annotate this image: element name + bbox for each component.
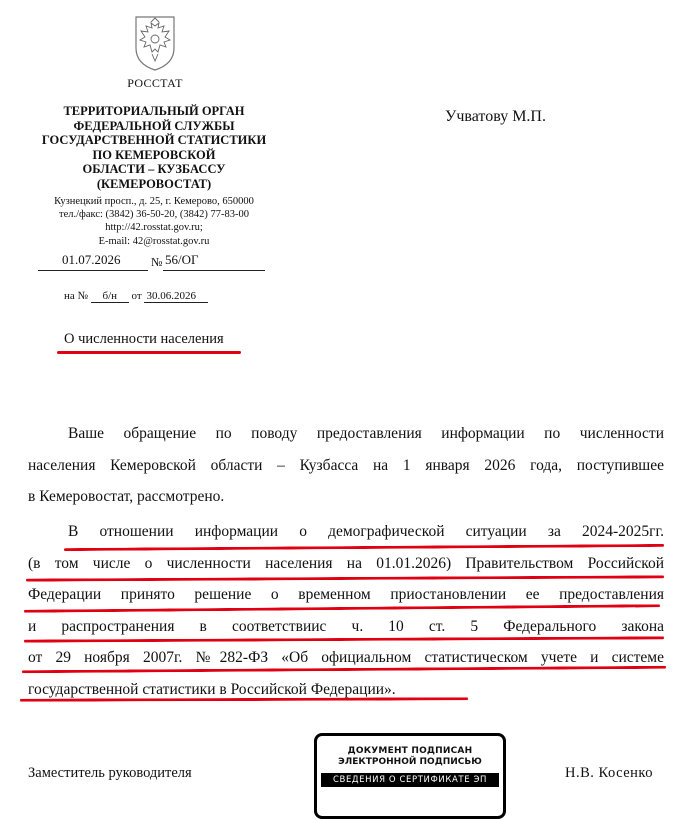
letter-subject: О численности населения <box>64 331 224 347</box>
electronic-signature-stamp <box>314 733 506 819</box>
contact-address: Кузнецкий просп., д. 25, г. Кемерово, 650000 <box>54 196 254 207</box>
organization-contacts <box>30 195 278 248</box>
org-line: ФЕДЕРАЛЬНОЙ СЛУЖБЫ <box>73 118 235 133</box>
stamp-title: ДОКУМЕНТ ПОДПИСАН <box>347 746 473 756</box>
organization-name <box>30 104 278 192</box>
registration-number-line <box>163 270 265 271</box>
body-line: В отношении информации о демографической ситуации за 2024-2025гг. <box>68 523 664 540</box>
body-line: Федерации принято решение о временном приостановлении ее предоставления <box>28 586 664 603</box>
reference-prefix: на № <box>64 290 89 302</box>
body-line: в Кемеровостат, рассмотрено. <box>28 488 225 505</box>
signer-name: Н.В. Косенко <box>565 765 653 781</box>
body-line: от 29 ноября 2007г. №282-ФЗ «Об официальном статистическом учете и системе <box>28 649 664 666</box>
body-line: государственной статистики в Российской Федерации». <box>28 680 396 698</box>
contact-phone: тел./факс: (3842) 36-50-20, (3842) 77-83-00 <box>58 209 249 221</box>
stamp-certificate-bar: СВЕДЕНИЯ О СЕРТИФИКАТЕ ЭП <box>321 773 499 787</box>
registration-number-sign: № <box>151 255 163 269</box>
subject-underline <box>57 351 241 354</box>
org-line: ТЕРРИТОРИАЛЬНЫЙ ОРГАН <box>63 104 245 118</box>
brand-label: РОССТАТ <box>127 76 183 90</box>
registration-number: 56/ОГ <box>165 252 199 267</box>
body-line: (в том числе о численности населения на 01.01.2026) Правительством Российской <box>28 554 664 572</box>
org-line: (КЕМЕРОВОСТАТ) <box>96 176 212 191</box>
stamp-subtitle: ЭЛЕКТРОННОЙ ПОДПИСЬЮ <box>338 757 482 767</box>
reference-line <box>64 290 208 303</box>
org-line: ПО КЕМЕРОВСКОЙ <box>92 147 216 162</box>
contact-website: http://42.rosstat.gov.ru; <box>105 222 203 234</box>
contact-email: E-mail: 42@rosstat.gov.ru <box>98 235 210 247</box>
reference-date: 30.06.2026 <box>144 290 208 303</box>
body-paragraph-1 <box>28 418 664 513</box>
org-line: ОБЛАСТИ – КУЗБАССУ <box>82 162 226 177</box>
body-line: Ваше обращение по поводу предоставления информации по численности <box>68 425 664 442</box>
org-line: ГОСУДАРСТВЕННОЙ СТАТИСТИКИ <box>41 133 267 148</box>
registration-date: 01.07.2026 <box>62 252 121 267</box>
coat-of-arms-icon <box>130 14 180 72</box>
signer-position: Заместитель руководителя <box>28 765 192 781</box>
reference-from: от <box>131 290 142 302</box>
body-line: населения Кемеровской области – Кузбасса на 1 января 2026 года, поступившее <box>28 456 664 474</box>
reference-number: б/н <box>91 290 129 303</box>
recipient-name: Учватову М.П. <box>445 108 546 125</box>
body-line: и распространения в соответствиис ч. 10 ст. 5 Федерального закона <box>28 617 664 635</box>
registration-date-line <box>38 270 148 271</box>
